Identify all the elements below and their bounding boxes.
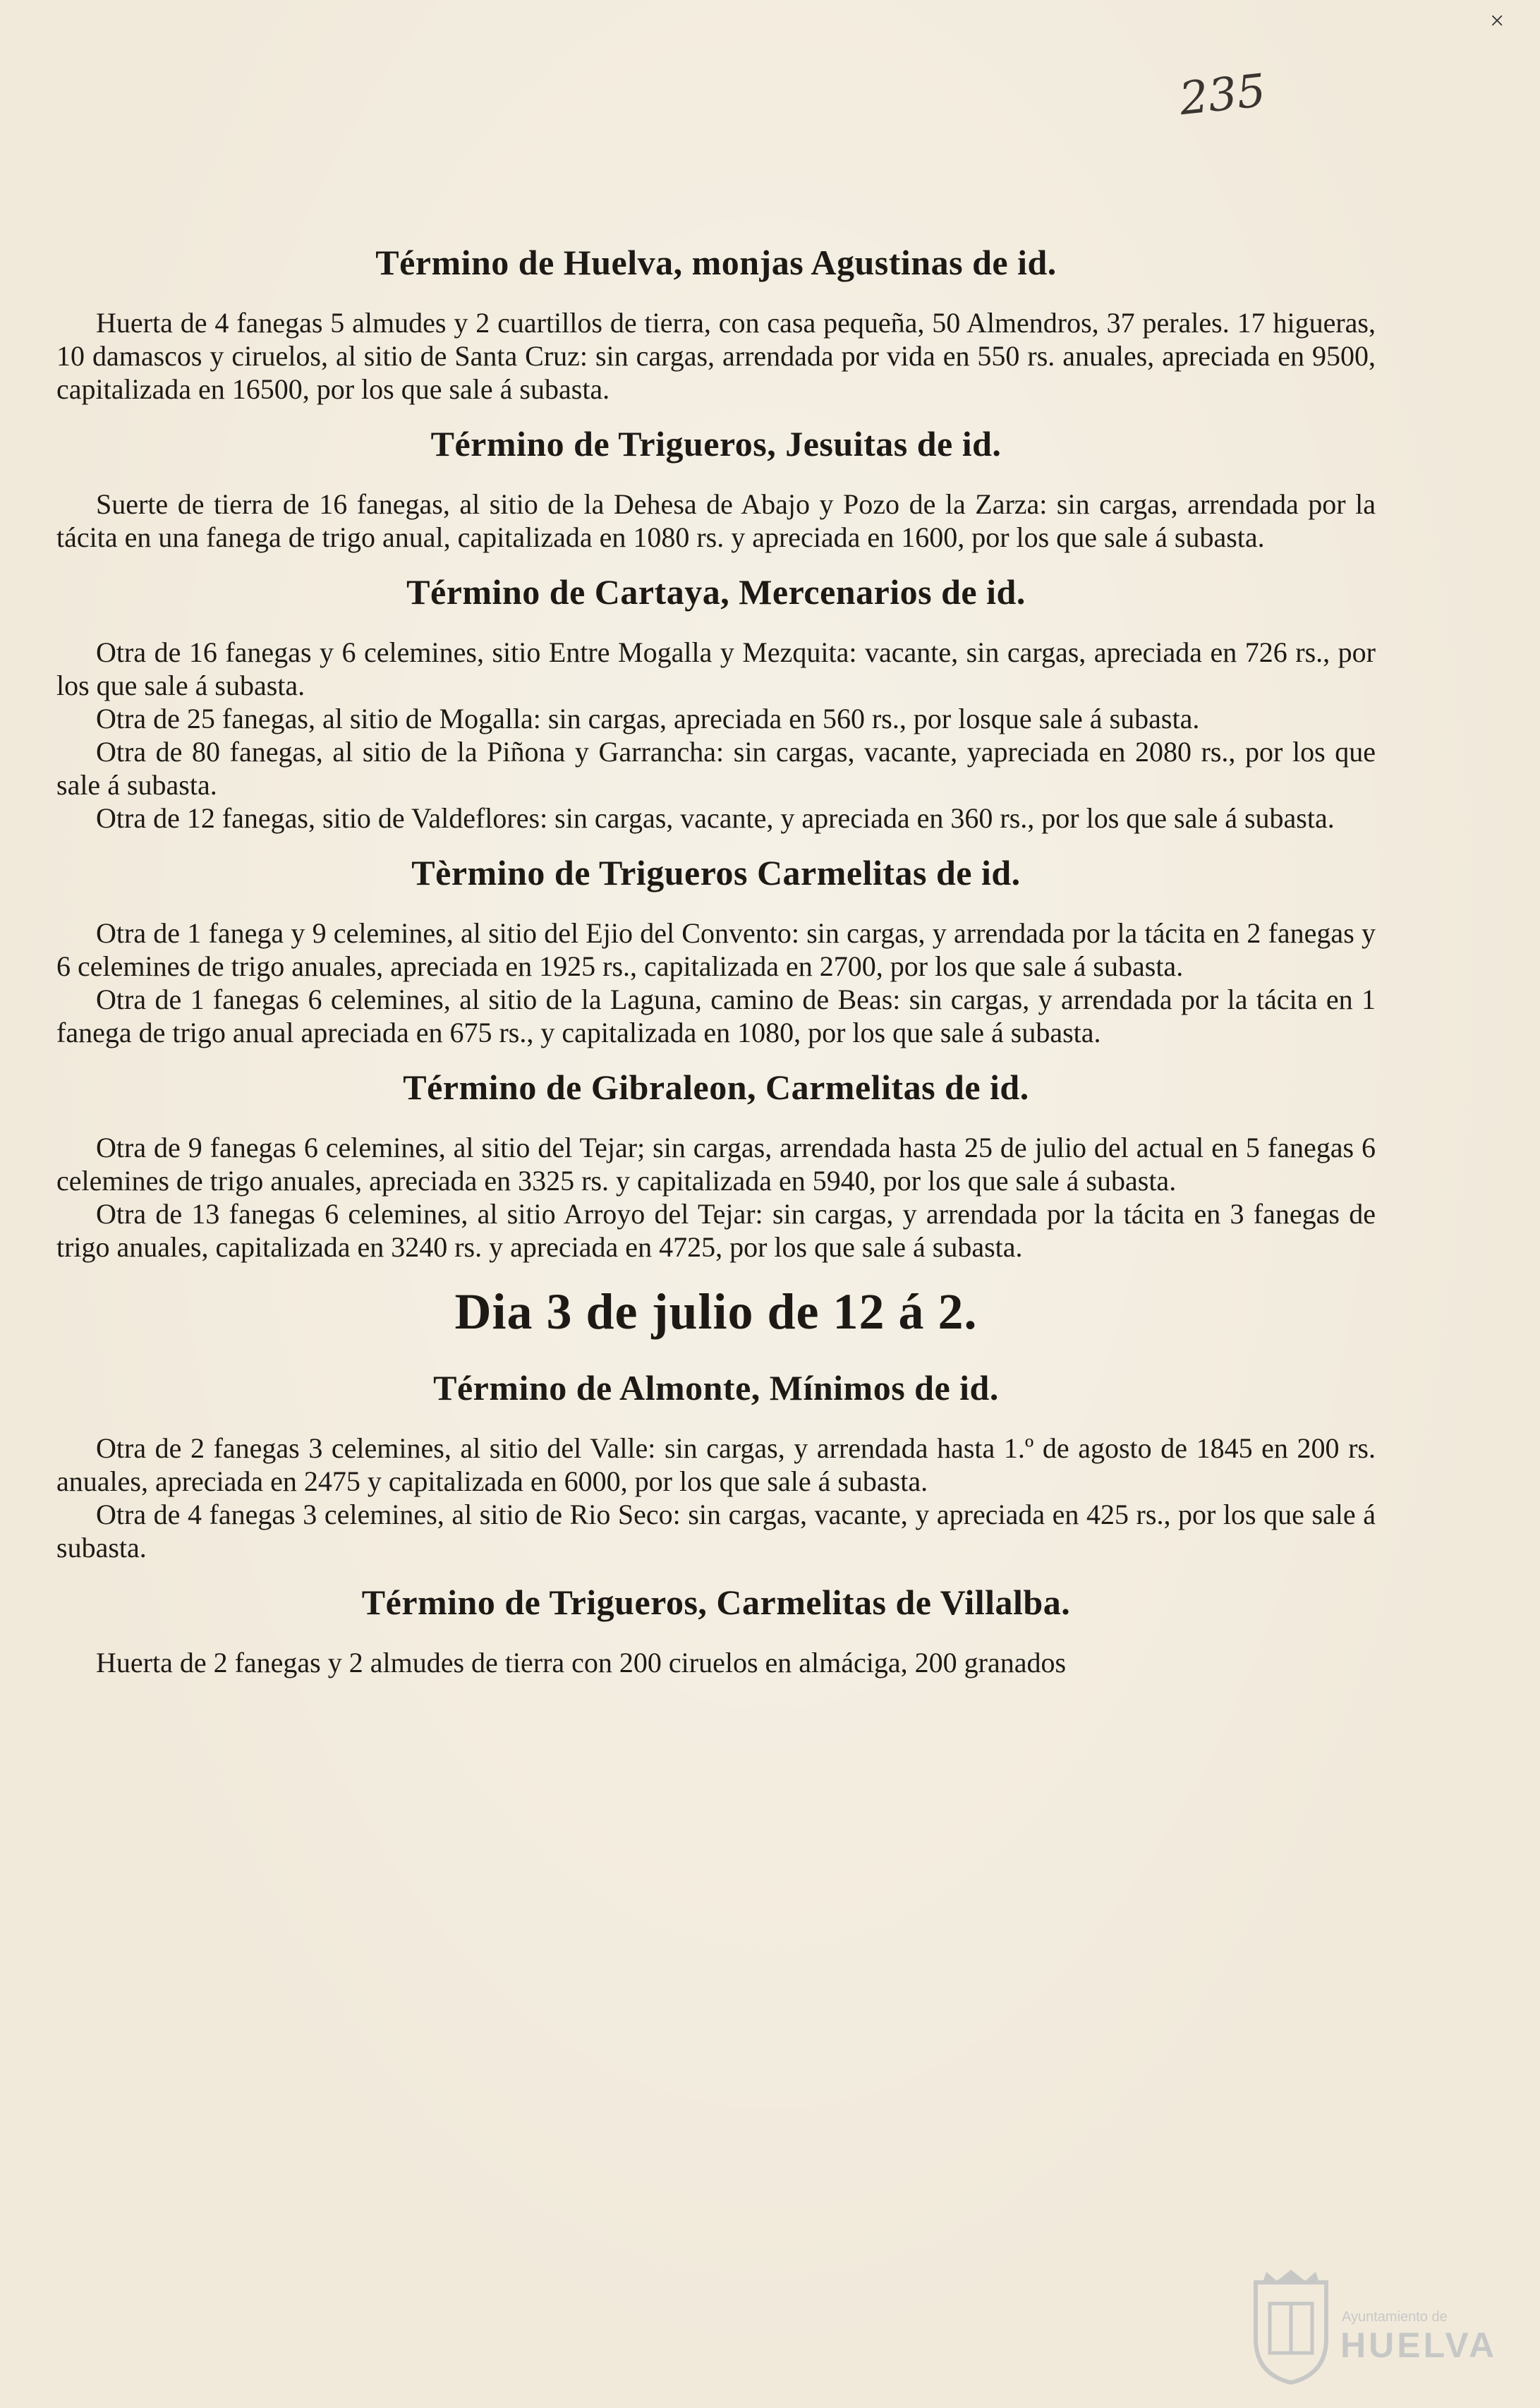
section-heading: Término de Huelva, monjas Agustinas de id.: [375, 243, 1057, 282]
entry-paragraph: Otra de 16 fanegas y 6 celemines, sitio Entre Mogalla y Mezquita: vacante, sin cargas, apreciada en 726 rs., por los que sale á subasta.: [56, 636, 1376, 701]
entry-paragraph: Otra de 2 fanegas 3 celemines, al sitio del Valle: sin cargas, y arrendada hasta 1.º de agosto de 1845 en 200 rs. anuales, apreciada en 2475 y capitalizada en 6000, por los que sale á subasta.: [56, 1432, 1376, 1497]
section-heading: Término de Almonte, Mínimos de id.: [433, 1368, 999, 1408]
section-trigueros-carmelitas: [56, 850, 1376, 1049]
entry-paragraph: Otra de 9 fanegas 6 celemines, al sitio del Tejar; sin cargas, arrendada hasta 25 de julio del actual en 5 fanegas 6 celemines de trigo anuales, apreciada en 3325 rs. y capitalizada en 5940, por los que sale á subasta.: [56, 1132, 1376, 1197]
entry-paragraph: Otra de 4 fanegas 3 celemines, al sitio de Rio Seco: sin cargas, vacante, y apreciada en 425 rs., por los que sale á subasta.: [56, 1499, 1376, 1563]
entry-paragraph: Otra de 12 fanegas, sitio de Valdeflores: sin cargas, vacante, y apreciada en 360 rs., por los que sale á subasta.: [96, 802, 1335, 834]
day-heading: Dia 3 de julio de 12 á 2.: [454, 1283, 978, 1340]
shield-icon: [1249, 2268, 1333, 2385]
entry-paragraph: Huerta de 4 fanegas 5 almudes y 2 cuartillos de tierra, con casa pequeña, 50 Almendros, 37 perales. 17 higueras, 10 damascos y ciruelos, al sitio de Santa Cruz: sin cargas, arrendada por vida en 550 rs. anuales, apreciada en 9500, capitalizada en 16500, por los que sale á subasta.: [56, 307, 1376, 405]
section-almonte: [56, 1365, 1376, 1564]
section-trigueros-villalba: [56, 1580, 1376, 1679]
day-section: [56, 1279, 1376, 1344]
section-cartaya: [56, 569, 1376, 835]
section-heading: Término de Cartaya, Mercenarios de id.: [406, 572, 1026, 612]
entry-paragraph: Otra de 1 fanega y 9 celemines, al sitio del Ejio del Convento: sin cargas, y arrendada por la tácita en 2 fanegas y 6 celemines de trigo anuales, apreciada en 1925 rs., capitalizada en 2700, por los que sale á subasta.: [56, 917, 1376, 982]
entry-paragraph: Otra de 80 fanegas, al sitio de la Piñona y Garrancha: sin cargas, vacante, yapreciada en 2080 rs., por los que sale á subasta.: [56, 736, 1376, 801]
entry-paragraph: Huerta de 2 fanegas y 2 almudes de tierra con 200 ciruelos en almáciga, 200 granados: [96, 1647, 1067, 1678]
entry-paragraph: Otra de 1 fanegas 6 celemines, al sitio de la Laguna, camino de Beas: sin cargas, y arrendada por la tácita en 1 fanega de trigo anual apreciada en 675 rs., y capitalizada en 1080, por los que sale á subasta.: [56, 984, 1376, 1048]
page-number: 235: [1177, 64, 1268, 126]
corner-mark: ×: [1490, 6, 1505, 35]
watermark-big-text: HUELVA: [1340, 2325, 1498, 2365]
watermark-small-text: Ayuntamiento de: [1342, 2309, 1448, 2325]
entry-paragraph: Otra de 25 fanegas, al sitio de Mogalla: sin cargas, apreciada en 560 rs., por losque sale á subasta.: [96, 703, 1200, 734]
section-heading: Tèrmino de Trigueros Carmelitas de id.: [411, 853, 1021, 893]
section-heading: Término de Trigueros, Jesuitas de id.: [430, 424, 1002, 464]
section-huelva: [56, 240, 1376, 406]
section-gibraleon: [56, 1065, 1376, 1264]
section-heading: Término de Gibraleon, Carmelitas de id.: [403, 1067, 1029, 1107]
section-trigueros-jesuitas: [56, 421, 1376, 554]
document-body: [56, 240, 1376, 1695]
section-heading: Término de Trigueros, Carmelitas de Villalba.: [361, 1583, 1071, 1622]
entry-paragraph: Otra de 13 fanegas 6 celemines, al sitio Arroyo del Tejar: sin cargas, y arrendada por la tácita en 3 fanegas de trigo anuales, capitalizada en 3240 rs. y apreciada en 4725, por los que sale á subasta.: [56, 1198, 1376, 1263]
entry-paragraph: Suerte de tierra de 16 fanegas, al sitio de la Dehesa de Abajo y Pozo de la Zarza: sin cargas, arrendada por la tácita en una fanega de trigo anual, capitalizada en 1080 rs. y apreciada en 1600, por los que sale á subasta.: [56, 488, 1376, 553]
watermark-logo: [1249, 2268, 1498, 2392]
